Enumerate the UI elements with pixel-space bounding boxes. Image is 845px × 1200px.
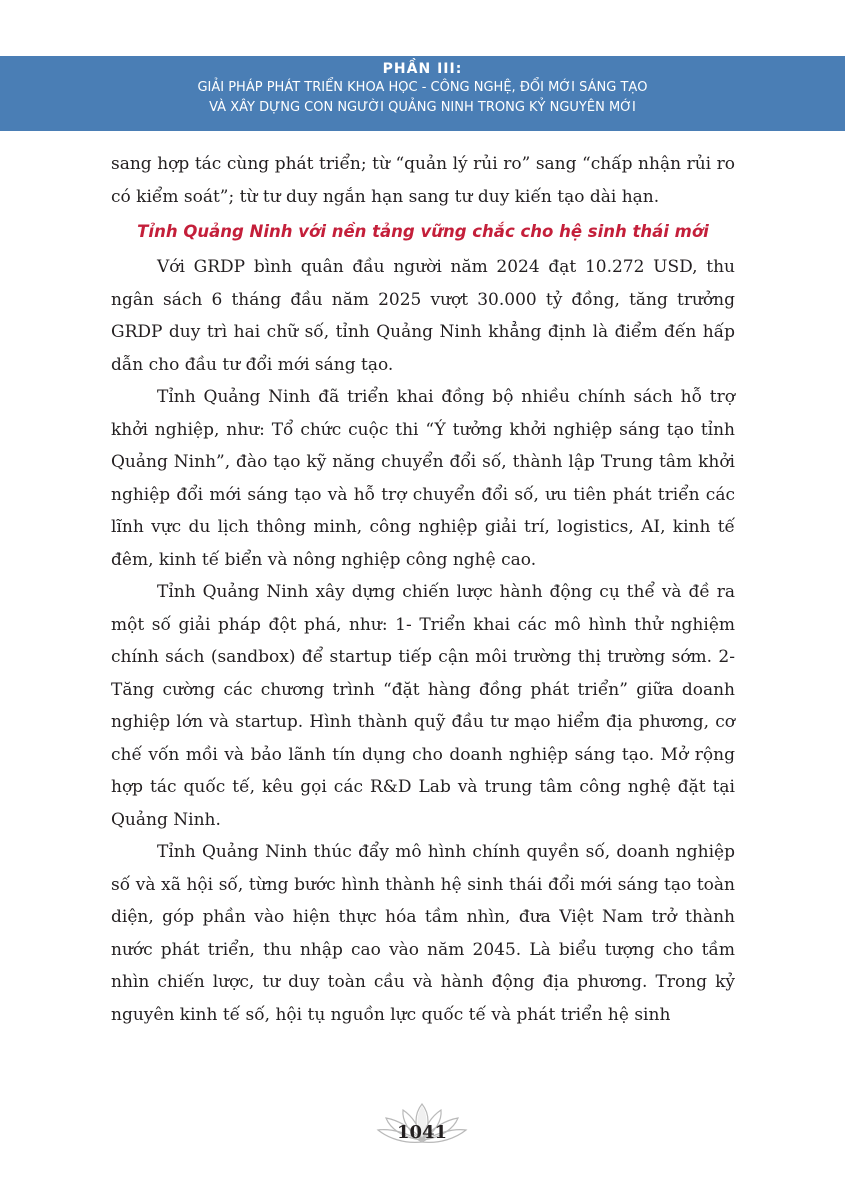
section-heading: Tỉnh Quảng Ninh với nền tảng vững chắc cho hệ sinh thái mới bbox=[137, 222, 709, 241]
body-paragraph: Tỉnh Quảng Ninh đã triển khai đồng bộ nhiều chính sách hỗ trợ khởi nghiệp, như: Tổ chức cuộc thi “Ý tưởng khởi nghiệp sáng tạo tỉnh Quảng Ninh”, đào tạo kỹ năng chuyển đổi số, thành lập Trung tâm khởi nghiệp đổi mới sáng tạo và hỗ trợ chuyển đổi số, ưu tiên phát triển các lĩnh vực du lịch thông minh, công nghiệp giải trí, logistics, AI, kinh tế đêm, kinh tế biển và nông nghiệp công nghệ cao. bbox=[111, 387, 735, 570]
body-paragraph: Với GRDP bình quân đầu người năm 2024 đạt 10.272 USD, thu ngân sách 6 tháng đầu năm 2025 vượt 30.000 tỷ đồng, tăng trưởng GRDP duy trì hai chữ số, tỉnh Quảng Ninh khẳng định là điểm đến hấp dẫn cho đầu tư đổi mới sáng tạo. bbox=[111, 257, 735, 375]
section-header-banner bbox=[0, 56, 845, 131]
body-paragraph: Tỉnh Quảng Ninh xây dựng chiến lược hành động cụ thể và đề ra một số giải pháp đột phá, như: 1- Triển khai các mô hình thử nghiệm chính sách (sandbox) để startup tiếp cận môi trường thị trường sớm. 2- Tăng cường các chương trình “đặt hàng đồng phát triển” giữa doanh nghiệp lớn và startup. Hình thành quỹ đầu tư mạo hiểm địa phương, cơ chế vốn mồi và bảo lãnh tín dụng cho doanh nghiệp sáng tạo. Mở rộng hợp tác quốc tế, kêu gọi các R&D Lab và trung tâm công nghệ đặt tại Quảng Ninh. bbox=[111, 582, 735, 830]
section-subtitle-line-1: GIẢI PHÁP PHÁT TRIỂN KHOA HỌC - CÔNG NGHỆ, ĐỔI MỚI SÁNG TẠO bbox=[197, 80, 648, 95]
section-subtitle-line-2: VÀ XÂY DỰNG CON NGƯỜI QUẢNG NINH TRONG KỶ NGUYÊN MỚI bbox=[209, 100, 636, 115]
page-footer bbox=[372, 1100, 472, 1160]
continuation-paragraph: sang hợp tác cùng phát triển; từ “quản lý rủi ro” sang “chấp nhận rủi ro có kiểm soát”; từ tư duy ngắn hạn sang tư duy kiến tạo dài hạn. bbox=[111, 154, 735, 207]
part-title: PHẦN III: bbox=[382, 61, 463, 77]
body-paragraph: Tỉnh Quảng Ninh thúc đẩy mô hình chính quyền số, doanh nghiệp số và xã hội số, từng bước hình thành hệ sinh thái đổi mới sáng tạo toàn diện, góp phần vào hiện thực hóa tầm nhìn, đưa Việt Nam trở thành nước phát triển, thu nhập cao vào năm 2045. Là biểu tượng cho tầm nhìn chiến lược, tư duy toàn cầu và hành động địa phương. Trong kỷ nguyên kinh tế số, hội tụ nguồn lực quốc tế và phát triển hệ sinh bbox=[111, 842, 735, 1025]
page-body bbox=[111, 148, 735, 1031]
page-number: 1041 bbox=[396, 1122, 448, 1143]
